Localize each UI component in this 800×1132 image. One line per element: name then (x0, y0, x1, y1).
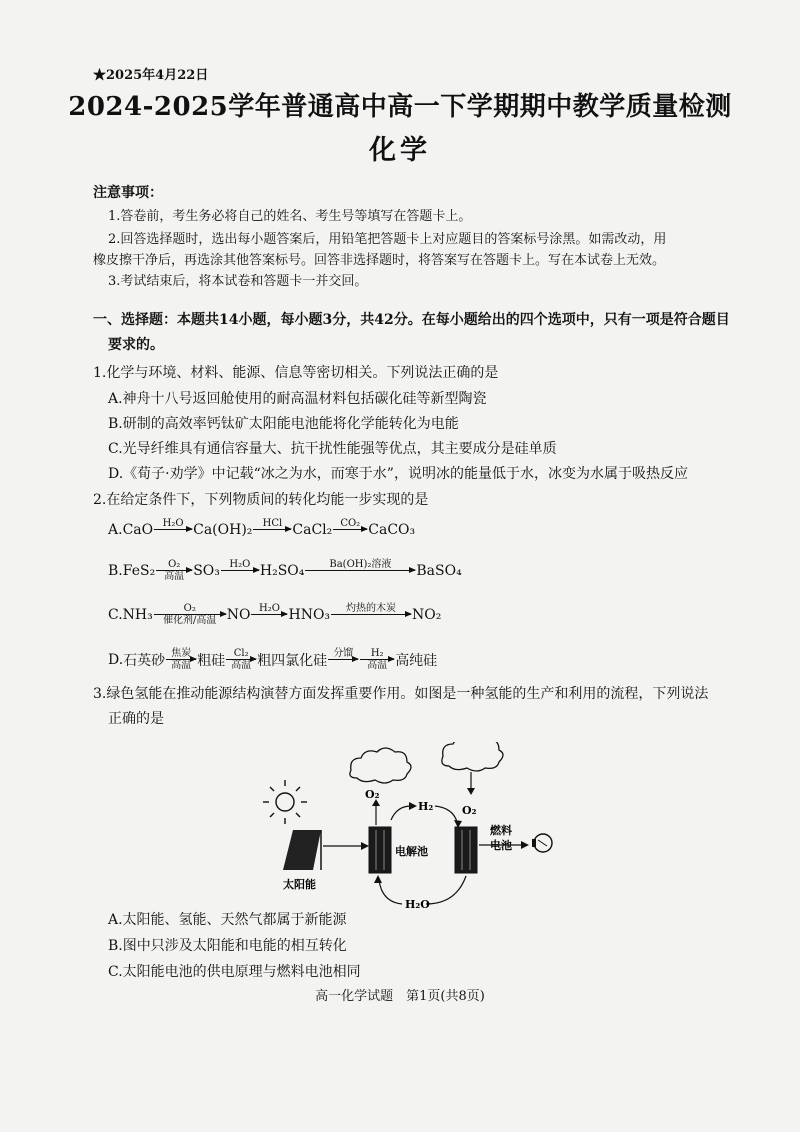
arrow-condition: 高温 (164, 570, 185, 582)
chem-species: CaO (122, 522, 154, 538)
option-letter: D. (108, 652, 124, 668)
reaction-arrow (154, 518, 192, 541)
water-label: H₂O (405, 898, 430, 911)
arrow-condition: 高温 (231, 659, 252, 671)
notice-heading: 注意事项： (93, 185, 163, 201)
chem-species: CaCl₂ (292, 522, 333, 538)
exam-subject: 化学 (369, 135, 431, 166)
arrow-condition: H₂O (162, 517, 184, 529)
chem-species: 石英砂 (123, 653, 166, 669)
arrow-condition: 高温 (171, 659, 192, 671)
question-1-option-b: B.研制的高效率钙钛矿太阳能电池能将化学能转化为电能 (108, 416, 459, 432)
chem-species: NH₃ (122, 607, 153, 623)
chem-species: CaCO₃ (368, 522, 416, 538)
chem-species: FeS₂ (122, 563, 156, 579)
fuel-cell-label-2: 电池 (490, 839, 512, 852)
reaction-arrow (221, 559, 259, 582)
arrow-condition: O₂ (168, 558, 181, 570)
o2-right-label: O₂ (462, 804, 477, 817)
left-cloud-icon (350, 748, 411, 783)
sun-icon (263, 780, 307, 824)
notice-item: 橡皮擦干净后，再选涂其他答案标号。回答非选择题时，将答案写在答题卡上。写在本试卷上无效。 (93, 253, 666, 268)
arrow-condition: 灼热的木炭 (346, 602, 397, 614)
chem-species: HNO₃ (288, 607, 331, 623)
flow-arrow (435, 806, 457, 822)
question-1-option-d: D.《荀子·劝学》中记载“冰之为水，而寒于水”，说明冰的能量低于水，冰变为水属于吸热反应 (108, 466, 688, 482)
o2-left-label: O₂ (365, 788, 380, 801)
question-1-option-c: C.光导纤维具有通信容量大、抗干扰性能强等优点，其主要成分是硅单质 (108, 441, 557, 457)
question-3-option-b: B.图中只涉及太阳能和电能的相互转化 (108, 938, 347, 954)
arrow-condition: O₂ (183, 602, 196, 614)
question-3-option-c: C.太阳能电池的供电原理与燃料电池相同 (108, 964, 361, 980)
question-2-stem: 2.在给定条件下，下列物质间的转化均能一步实现的是 (93, 492, 429, 508)
arrow-condition: H₂ (370, 647, 384, 659)
flow-arrowhead (361, 842, 369, 850)
arrow-condition: CO₂ (340, 517, 361, 529)
right-cloud-icon (442, 742, 503, 771)
question-2-option-b (108, 556, 462, 586)
flow-arrowhead (521, 841, 529, 849)
chem-species: 粗硅 (197, 653, 226, 669)
chem-species: SO₃ (193, 563, 220, 579)
arrow-condition: HCl (262, 517, 283, 529)
flow-arrow (379, 880, 402, 904)
chem-species: NO (226, 607, 251, 623)
question-2-option-c (108, 600, 441, 630)
h2-label: H₂ (418, 800, 434, 813)
solar-label: 太阳能 (283, 878, 316, 891)
chem-species: H₂SO₄ (259, 563, 305, 579)
exam-title: 2024-2025学年普通高中高一下学期期中教学质量检测 (68, 92, 732, 122)
flow-arrow (391, 806, 411, 820)
notice-item: 3.考试结束后，将本试卷和答题卡一并交回。 (108, 274, 368, 289)
flow-arrowhead (409, 802, 417, 810)
question-3-stem: 3.绿色氢能在推动能源结构演替方面发挥重要作用。如图是一种氢能的生产和利用的流程，下列说法 (93, 686, 709, 702)
reaction-arrow (226, 648, 256, 671)
electrolysis-cell (369, 827, 391, 873)
question-2-option-d (108, 645, 437, 675)
arrow-condition: 焦炭 (171, 647, 192, 659)
section-heading-cont: 要求的。 (108, 337, 164, 353)
chem-species: BaSO₄ (416, 563, 462, 579)
chem-species: NO₂ (412, 607, 442, 623)
reaction-arrow (305, 559, 415, 582)
question-1-stem: 1.化学与环境、材料、能源、信息等密切相关。下列说法正确的是 (93, 365, 499, 381)
reaction-arrow (251, 603, 287, 626)
page-footer: 高一化学试题 第1页(共8页) (315, 989, 485, 1004)
reaction-arrow (166, 648, 196, 671)
question-3-option-a: A.太阳能、氢能、天然气都属于新能源 (108, 912, 347, 928)
question-1-option-a: A.神舟十八号返回舱使用的耐高温材料包括碳化硅等新型陶瓷 (108, 391, 487, 407)
hydrogen-flow-diagram (255, 742, 565, 912)
chem-species: 高纯硅 (395, 653, 438, 669)
light-bulb-icon (532, 834, 552, 852)
reaction-arrow (328, 648, 358, 671)
reaction-arrow (360, 648, 394, 671)
reaction-arrow (331, 603, 411, 626)
question-3-stem-cont: 正确的是 (108, 711, 164, 727)
reaction-arrow (154, 603, 226, 626)
arrow-condition: Ba(OH)₂溶液 (329, 558, 392, 570)
reaction-arrow (156, 559, 192, 582)
flow-arrow (426, 876, 466, 904)
arrow-condition: H₂O (229, 558, 251, 570)
chem-species: 粗四氯化硅 (257, 653, 328, 669)
solar-panel-icon (283, 830, 321, 870)
flow-arrowhead (374, 875, 382, 883)
arrow-condition: 催化剂/高温 (163, 614, 217, 626)
electrolysis-label: 电解池 (395, 845, 428, 858)
option-letter: B. (108, 563, 123, 579)
notice-item: 1.答卷前，考生务必将自己的姓名、考生号等填写在答题卡上。 (108, 209, 472, 224)
arrow-condition: Cl₂ (233, 647, 249, 659)
option-letter: A. (108, 522, 123, 538)
fuel-cell (455, 827, 477, 873)
exam-date: ★2025年4月22日 (93, 68, 209, 83)
option-letter: C. (108, 607, 123, 623)
notice-item: 2.回答选择题时，选出每小题答案后，用铅笔把答题卡上对应题目的答案标号涂黑。如需改动，用 (108, 232, 667, 247)
arrow-condition: H₂O (259, 602, 280, 614)
reaction-arrow (333, 518, 367, 541)
arrow-condition: 分馏 (333, 647, 354, 659)
section-heading: 一、选择题：本题共14小题，每小题3分，共42分。在每小题给出的四个选项中，只有一项是符合题目 (93, 312, 730, 328)
arrow-condition: 高温 (367, 659, 388, 671)
reaction-arrow (253, 518, 291, 541)
question-2-option-a (108, 515, 415, 545)
flow-arrowhead (467, 788, 475, 795)
fuel-cell-label-1: 燃料 (490, 824, 512, 837)
chem-species: Ca(OH)₂ (193, 522, 253, 538)
